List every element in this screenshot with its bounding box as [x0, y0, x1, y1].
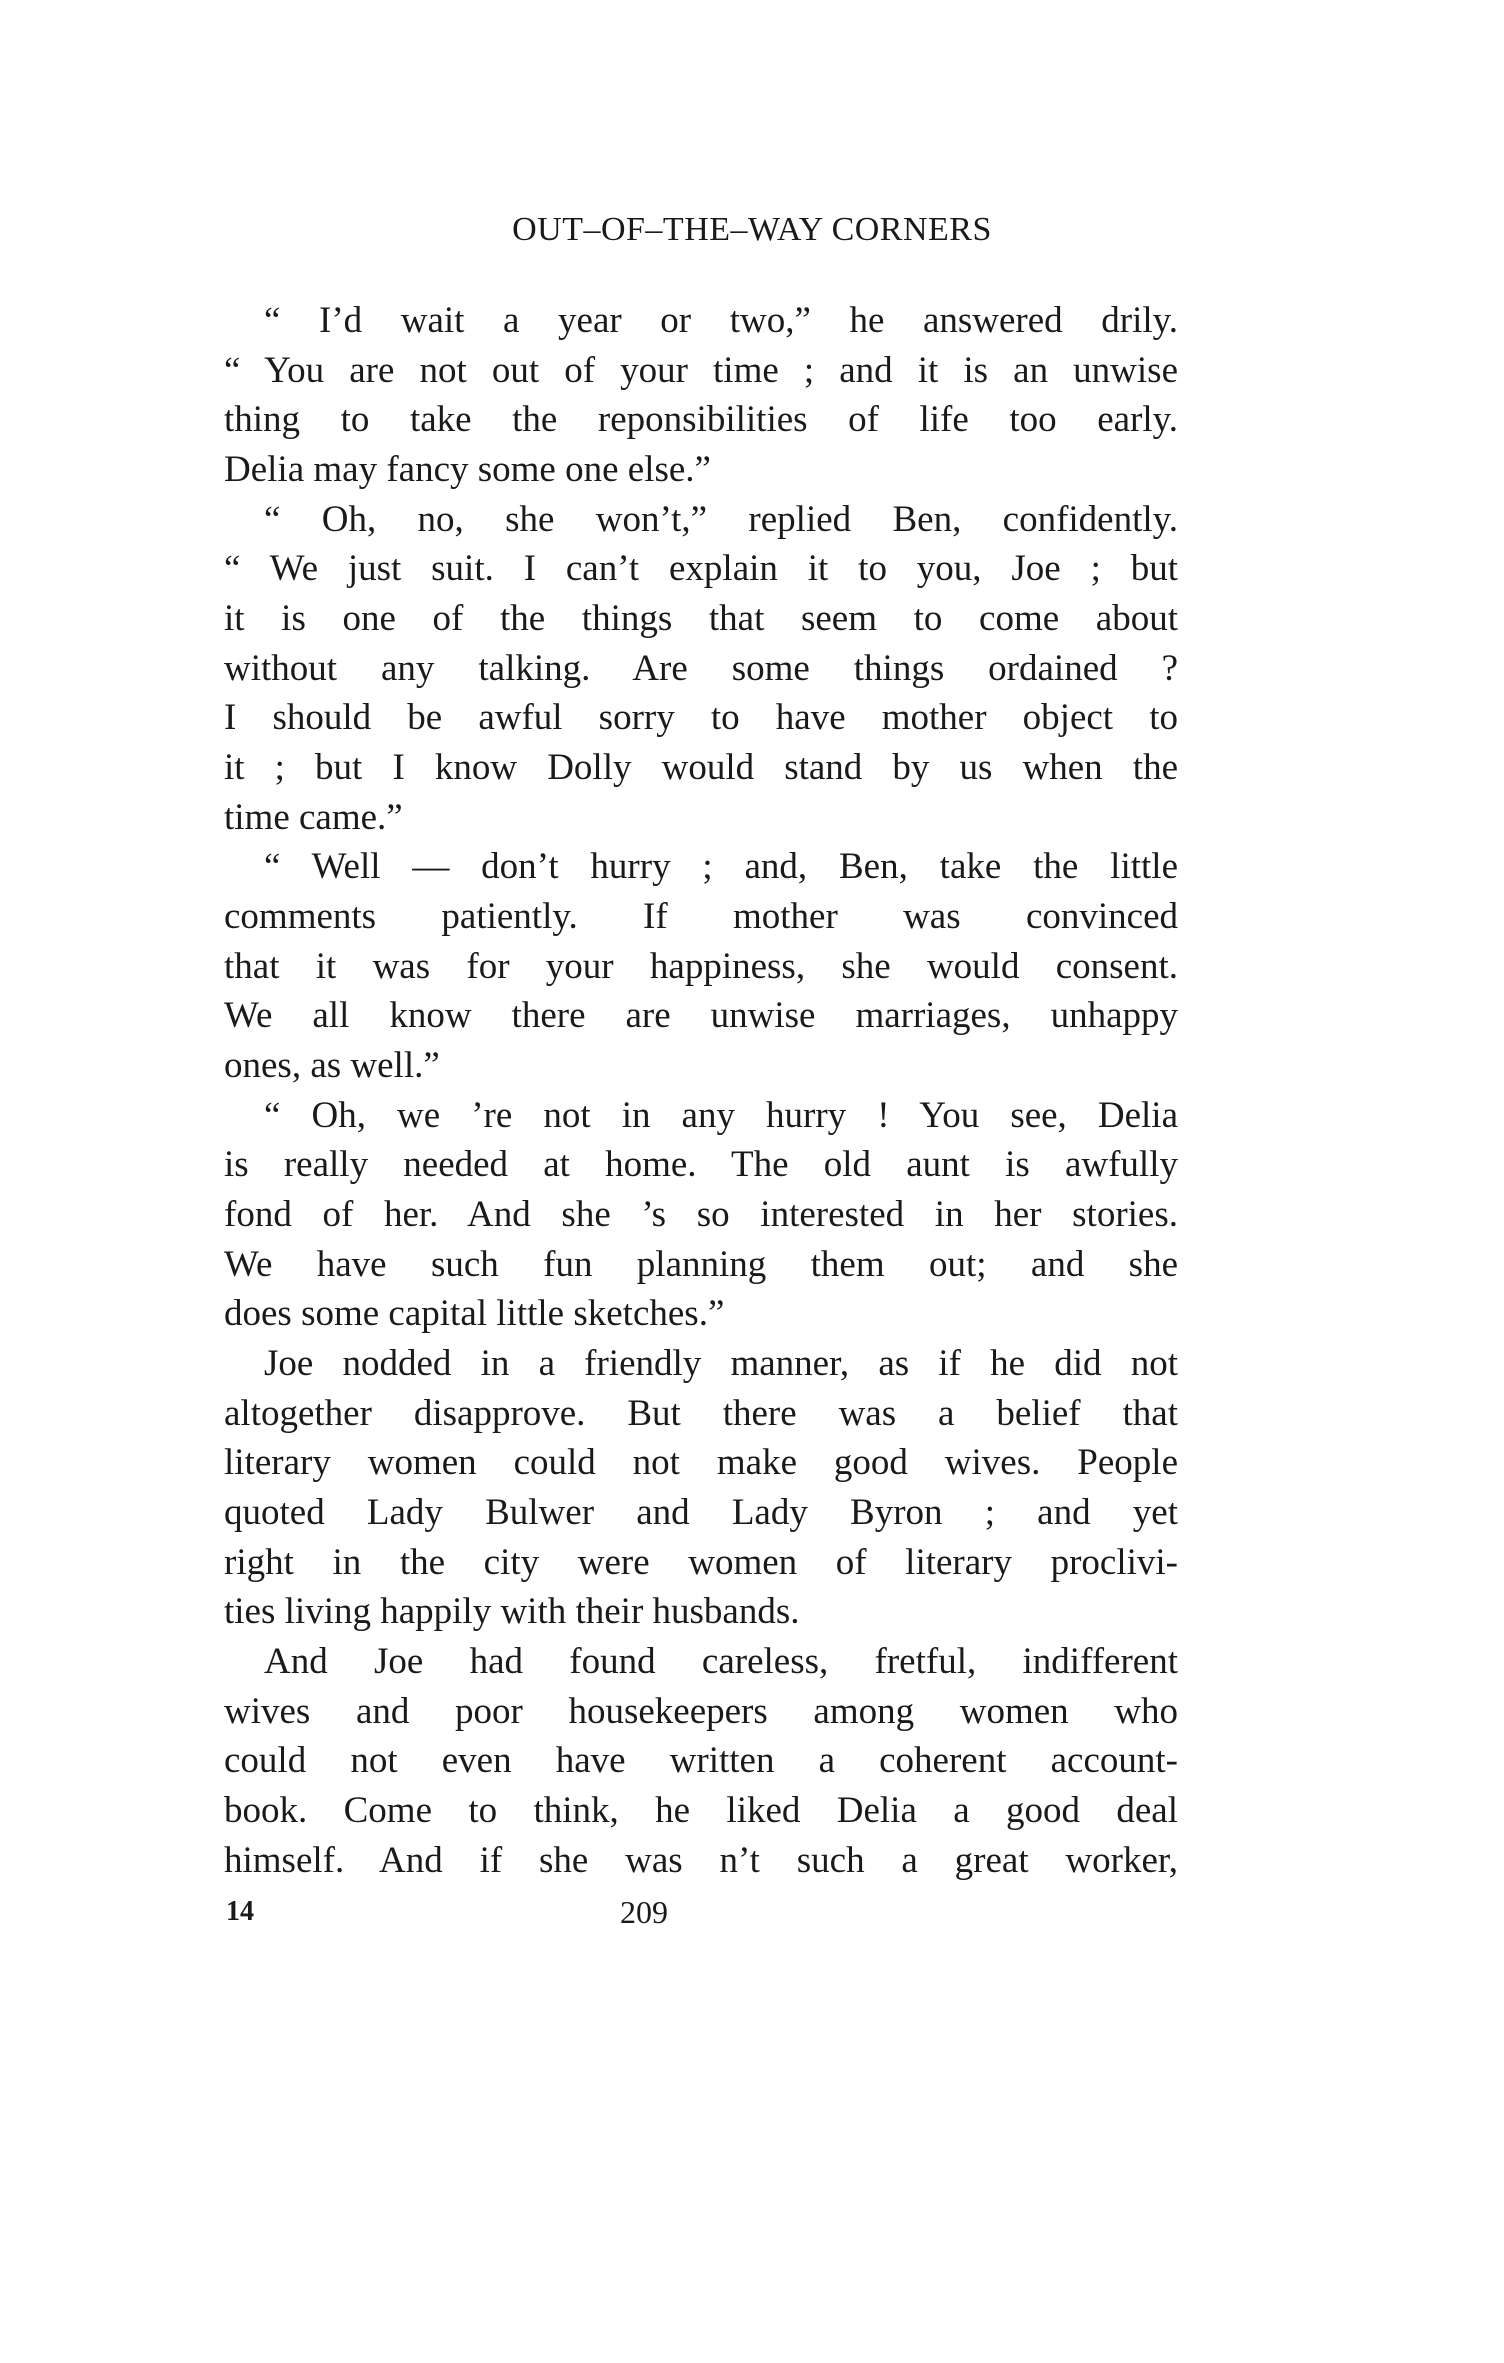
text-line: comments patiently. If mother was convinced [224, 896, 1178, 938]
paragraph [224, 495, 1178, 843]
text-line: ones, as well.” [224, 1045, 440, 1087]
text-line: wives and poor housekeepers among women who [224, 1690, 1178, 1732]
text-line: is really needed at home. The old aunt is awfully [224, 1144, 1178, 1186]
text-line: right in the city were women of literary proclivi- [224, 1541, 1178, 1583]
paragraph [224, 1339, 1178, 1637]
text-line: “ Oh, no, she won’t,” replied Ben, confidently. [264, 498, 1178, 540]
text-line: altogether disapprove. But there was a belief that [224, 1392, 1178, 1434]
text-line: himself. And if she was n’t such a great worker, [224, 1839, 1178, 1881]
text-line: without any talking. Are some things ordained ? [224, 647, 1178, 689]
paragraph [224, 1091, 1178, 1339]
text-line: ties living happily with their husbands. [224, 1591, 800, 1633]
text-line: literary women could not make good wives. People [224, 1442, 1178, 1484]
text-line: it is one of the things that seem to come about [224, 598, 1178, 640]
paragraph [224, 296, 1178, 495]
text-line: it ; but I know Dolly would stand by us when the [224, 747, 1178, 789]
text-line: I should be awful sorry to have mother object to [224, 697, 1178, 739]
text-line: “ Well — don’t hurry ; and, Ben, take the little [264, 846, 1178, 888]
text-line: could not even have written a coherent account- [224, 1740, 1178, 1782]
text-line: fond of her. And she ’s so interested in her stories. [224, 1194, 1178, 1236]
text-line: thing to take the reponsibilities of life too early. [224, 399, 1178, 441]
body-text [224, 296, 1178, 1886]
text-line: that it was for your happiness, she would consent. [224, 945, 1178, 987]
text-line: And Joe had found careless, fretful, indifferent [264, 1641, 1178, 1683]
text-line: quoted Lady Bulwer and Lady Byron ; and yet [224, 1492, 1178, 1534]
text-line: “ I’d wait a year or two,” he answered drily. [264, 300, 1178, 341]
text-line: “ We just suit. I can’t explain it to you, Joe ; but [224, 548, 1178, 590]
text-line: Delia may fancy some one else.” [224, 449, 711, 491]
text-line: time came.” [224, 796, 403, 838]
text-line: “ Oh, we ’re not in any hurry ! You see, Delia [264, 1094, 1178, 1136]
text-line: “ You are not out of your time ; and it is an unwise [224, 349, 1178, 391]
text-line: We have such fun planning them out; and she [224, 1243, 1178, 1285]
text-line: Joe nodded in a friendly manner, as if he did not [264, 1343, 1178, 1385]
text-line: We all know there are unwise marriages, unhappy [224, 995, 1178, 1037]
page-number: 209 [620, 1894, 668, 1930]
text-line: does some capital little sketches.” [224, 1293, 725, 1335]
paragraph [224, 842, 1178, 1090]
text-line: book. Come to think, he liked Delia a good deal [224, 1790, 1178, 1832]
signature-mark: 14 [226, 1896, 254, 1927]
running-head: OUT–OF–THE–WAY CORNERS [512, 211, 992, 248]
paragraph [224, 1637, 1178, 1885]
